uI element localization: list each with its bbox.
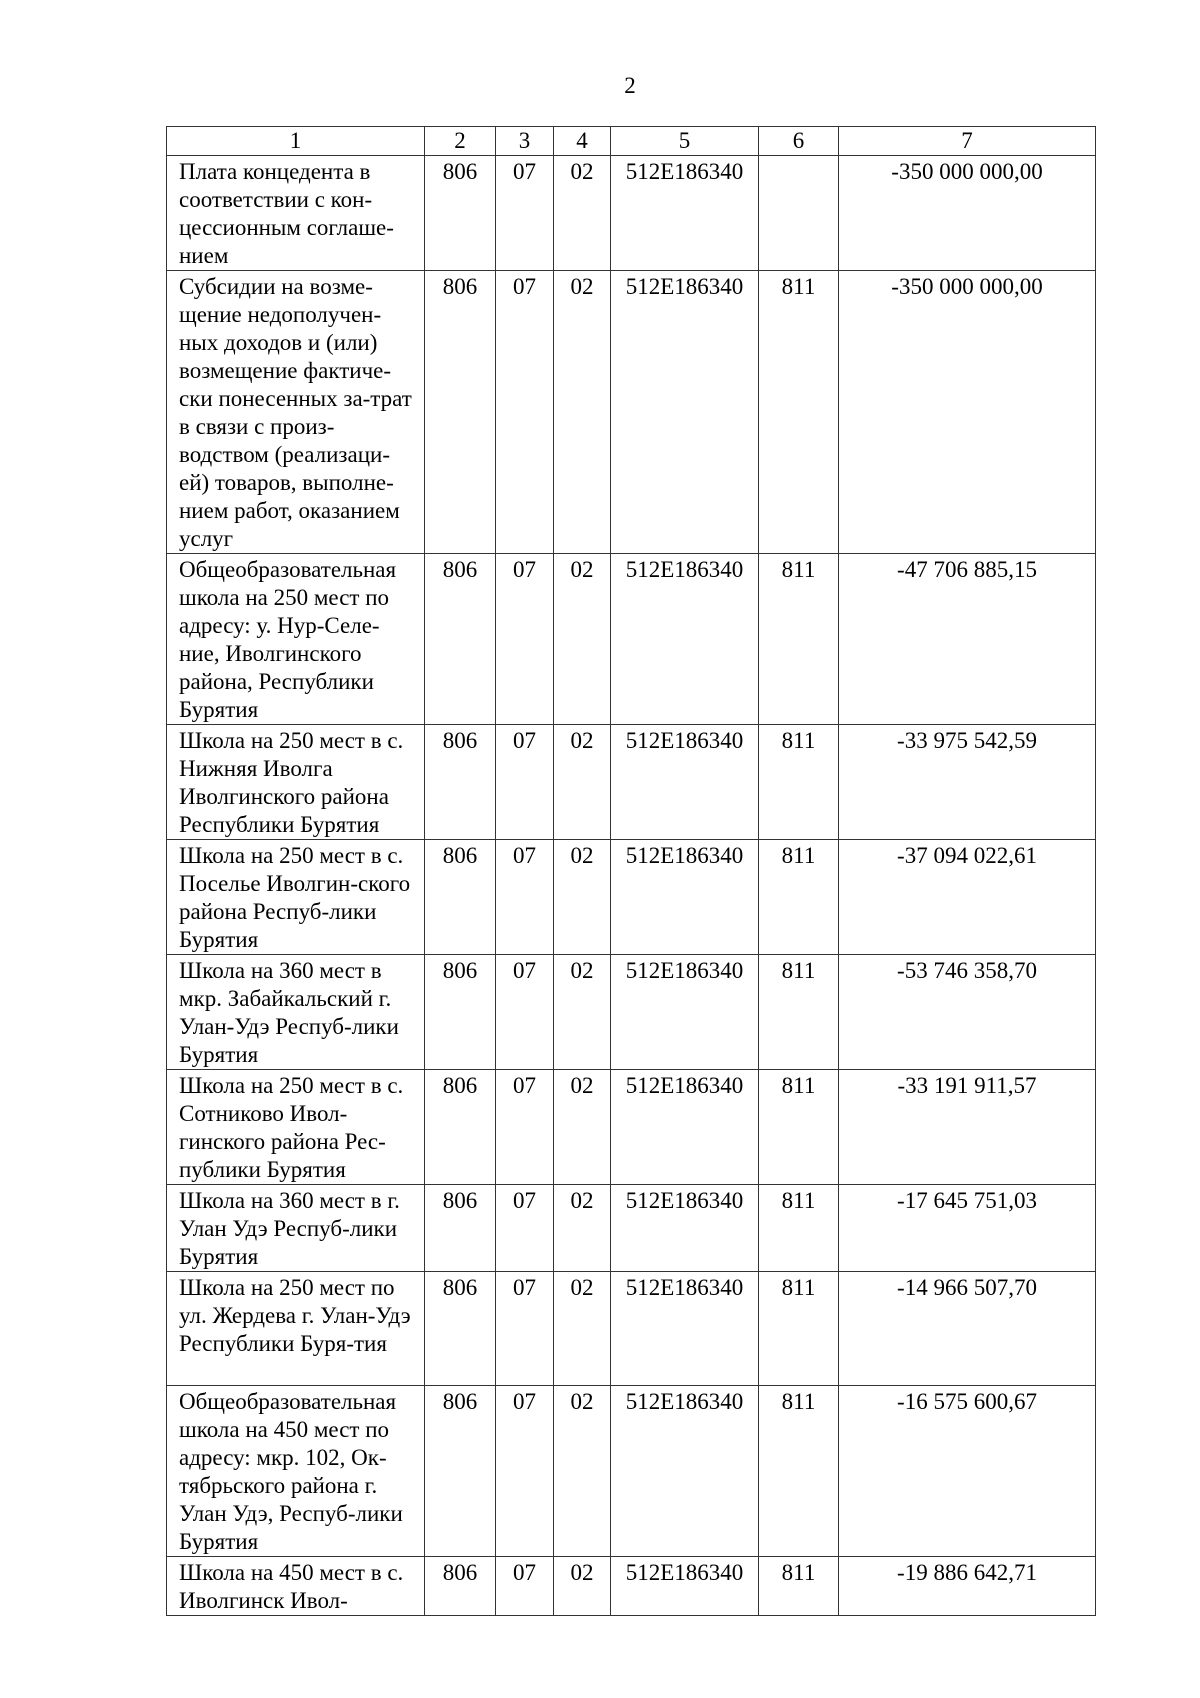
row-amount: -17 645 751,03 [839, 1185, 1096, 1272]
row-code-ministry: 806 [425, 1185, 496, 1272]
table-row [167, 554, 1096, 725]
row-code-expense-type: 811 [759, 955, 839, 1070]
row-description: Субсидии на возме-щение недополучен-ных доходов и (или) возмещение фактиче-ски понесенных за-трат в связи с произ-водством (реализаци-ей) товаров, выполне-нием работ, оказанием услуг [167, 271, 425, 554]
row-code-subsection: 02 [554, 1070, 611, 1185]
row-code-target: 512E186340 [611, 955, 759, 1070]
row-code-expense-type: 811 [759, 840, 839, 955]
row-amount: -16 575 600,67 [839, 1386, 1096, 1557]
row-code-ministry: 806 [425, 955, 496, 1070]
row-code-section: 07 [496, 554, 554, 725]
row-description: Школа на 250 мест в с. Нижняя Иволга Иволгинского района Республики Бурятия [167, 725, 425, 840]
row-description: Школа на 360 мест в г. Улан Удэ Респуб-лики Бурятия [167, 1185, 425, 1272]
table-row [167, 1557, 1096, 1616]
row-code-section: 07 [496, 1386, 554, 1557]
row-code-subsection: 02 [554, 554, 611, 725]
row-code-section: 07 [496, 156, 554, 271]
row-amount: -14 966 507,70 [839, 1272, 1096, 1386]
row-description: Общеобразовательная школа на 450 мест по адресу: мкр. 102, Ок-тябрьского района г. Улан Удэ, Респуб-лики Бурятия [167, 1386, 425, 1557]
row-amount: -19 886 642,71 [839, 1557, 1096, 1616]
table-row [167, 1272, 1096, 1386]
row-code-expense-type: 811 [759, 1185, 839, 1272]
row-code-expense-type: 811 [759, 1070, 839, 1185]
row-code-expense-type: 811 [759, 271, 839, 554]
row-code-section: 07 [496, 1272, 554, 1386]
row-amount: -53 746 358,70 [839, 955, 1096, 1070]
row-code-ministry: 806 [425, 1386, 496, 1557]
table-row [167, 840, 1096, 955]
row-amount: -37 094 022,61 [839, 840, 1096, 955]
row-code-expense-type: 811 [759, 554, 839, 725]
row-code-expense-type: 811 [759, 725, 839, 840]
table-header-row [167, 127, 1096, 156]
row-code-section: 07 [496, 1070, 554, 1185]
column-header-5: 5 [611, 127, 759, 156]
row-code-ministry: 806 [425, 1272, 496, 1386]
row-code-subsection: 02 [554, 840, 611, 955]
row-code-target: 512E186340 [611, 725, 759, 840]
row-description: Школа на 250 мест в с. Поселье Иволгин-ского района Респуб-лики Бурятия [167, 840, 425, 955]
row-code-target: 512E186340 [611, 1272, 759, 1386]
row-code-section: 07 [496, 725, 554, 840]
column-header-2: 2 [425, 127, 496, 156]
table-row [167, 1070, 1096, 1185]
row-code-expense-type [759, 156, 839, 271]
column-header-3: 3 [496, 127, 554, 156]
row-code-expense-type: 811 [759, 1386, 839, 1557]
row-code-section: 07 [496, 840, 554, 955]
row-code-target: 512E186340 [611, 840, 759, 955]
row-description: Общеобразовательная школа на 250 мест по адресу: у. Нур-Селе-ние, Иволгинского района, Республики Бурятия [167, 554, 425, 725]
table-row [167, 271, 1096, 554]
row-amount: -350 000 000,00 [839, 156, 1096, 271]
row-code-expense-type: 811 [759, 1557, 839, 1616]
row-code-ministry: 806 [425, 156, 496, 271]
row-code-ministry: 806 [425, 840, 496, 955]
row-code-ministry: 806 [425, 554, 496, 725]
column-header-6: 6 [759, 127, 839, 156]
row-description: Школа на 360 мест в мкр. Забайкальский г. Улан-Удэ Респуб-лики Бурятия [167, 955, 425, 1070]
column-header-7: 7 [839, 127, 1096, 156]
column-header-4: 4 [554, 127, 611, 156]
row-amount: -350 000 000,00 [839, 271, 1096, 554]
table-row [167, 725, 1096, 840]
table-row [167, 1185, 1096, 1272]
table-row [167, 955, 1096, 1070]
row-code-target: 512E186340 [611, 1070, 759, 1185]
row-code-subsection: 02 [554, 1386, 611, 1557]
row-code-ministry: 806 [425, 1557, 496, 1616]
row-code-ministry: 806 [425, 271, 496, 554]
column-header-1: 1 [167, 127, 425, 156]
row-code-ministry: 806 [425, 725, 496, 840]
row-code-target: 512E186340 [611, 1557, 759, 1616]
row-description: Плата концедента в соответствии с кон-цессионным соглаше-нием [167, 156, 425, 271]
table-row [167, 156, 1096, 271]
budget-table [166, 126, 1096, 1616]
row-code-section: 07 [496, 271, 554, 554]
row-code-target: 512E186340 [611, 156, 759, 271]
row-code-subsection: 02 [554, 1185, 611, 1272]
row-code-subsection: 02 [554, 725, 611, 840]
row-code-subsection: 02 [554, 156, 611, 271]
row-code-ministry: 806 [425, 1070, 496, 1185]
row-amount: -33 975 542,59 [839, 725, 1096, 840]
row-code-expense-type: 811 [759, 1272, 839, 1386]
row-code-target: 512E186340 [611, 271, 759, 554]
table-row [167, 1386, 1096, 1557]
row-code-section: 07 [496, 955, 554, 1070]
row-code-section: 07 [496, 1185, 554, 1272]
row-code-target: 512E186340 [611, 1386, 759, 1557]
row-description: Школа на 250 мест в с. Сотниково Ивол-гинского района Рес-публики Бурятия [167, 1070, 425, 1185]
row-code-subsection: 02 [554, 1557, 611, 1616]
row-code-subsection: 02 [554, 1272, 611, 1386]
row-description: Школа на 450 мест в с. Иволгинск Ивол- [167, 1557, 425, 1616]
row-code-section: 07 [496, 1557, 554, 1616]
row-amount: -47 706 885,15 [839, 554, 1096, 725]
row-code-subsection: 02 [554, 271, 611, 554]
row-code-target: 512E186340 [611, 554, 759, 725]
row-code-subsection: 02 [554, 955, 611, 1070]
row-description: Школа на 250 мест по ул. Жердева г. Улан-Удэ Республики Буря-тия [167, 1272, 425, 1386]
row-code-target: 512E186340 [611, 1185, 759, 1272]
row-amount: -33 191 911,57 [839, 1070, 1096, 1185]
page-number: 2 [624, 73, 636, 98]
